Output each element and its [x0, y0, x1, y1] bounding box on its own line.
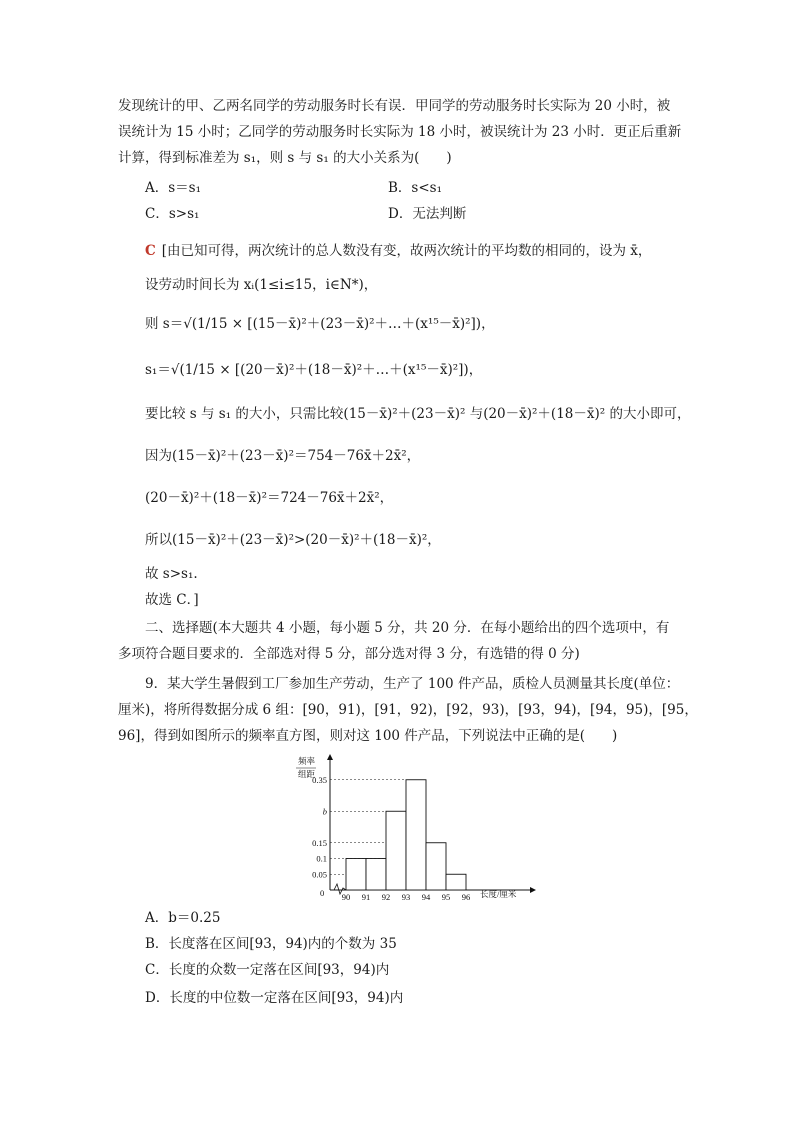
q8-option-a: A．s＝s₁: [145, 180, 202, 196]
q9-line-3: 96]，得到如图所示的频率直方图，则对这 100 件产品，下列说法中正确的是( ): [118, 728, 618, 744]
histogram-bar: [426, 843, 446, 890]
solution-line-6: 因为(15－x̄)²＋(23－x̄)²＝754－76x̄＋2x̄²，: [145, 448, 421, 464]
intro-line-3: 计算，得到标准差为 s₁，则 s 与 s₁ 的大小关系为( ): [118, 150, 452, 166]
q9-option-b: B．长度落在区间[93，94)内的个数为 35: [145, 936, 397, 952]
solution-line-1: [145, 241, 651, 261]
y-tick-label: 0.05: [312, 869, 327, 880]
solution-line-5: 要比较 s 与 s₁ 的大小，只需比较(15－x̄)²＋(23－x̄)² 与(20－x̄)²＋(18－x̄)² 的大小即可，: [145, 406, 691, 422]
intro-line-1: 发现统计的甲、乙两名同学的劳动服务时长有误．甲同学的劳动服务时长实际为 20 小时，被: [118, 98, 671, 114]
solution-line-9: 故 s>s₁.: [145, 566, 198, 582]
x-tick-label: 92: [381, 892, 391, 902]
x-tick-label: 91: [361, 892, 371, 902]
solution-line-2: 设劳动时间长为 xᵢ(1≤i≤15，i∈N*)，: [145, 277, 378, 293]
histogram-bar: [386, 811, 406, 890]
y-tick-label: 0.1: [316, 853, 327, 864]
y-tick-label: b: [322, 806, 327, 817]
solution-text-1: [由已知可得，两次统计的总人数没有变，故两次统计的平均数的相同的，设为 x̄，: [161, 243, 652, 259]
histogram-bar: [366, 859, 386, 891]
solution-line-3: 则 s＝√(1/15 × [(15－x̄)²＋(23－x̄)²＋…＋(x¹⁵－x̄)²])，: [145, 316, 495, 332]
q9-line-1: 9．某大学生暑假到工厂参加生产劳动，生产了 100 件产品，质检人员测量其长度(单位：: [145, 676, 680, 692]
answer-letter: C: [145, 243, 156, 259]
xlabel: 长度/厘米: [480, 889, 517, 899]
solution-line-8: 所以(15－x̄)²＋(23－x̄)²>(20－x̄)²＋(18－x̄)²，: [145, 532, 441, 548]
q9-option-a: A．b＝0.25: [145, 910, 221, 926]
q9-option-c: C．长度的众数一定落在区间[93，94)内: [145, 962, 390, 978]
q8-option-d: D．无法判断: [388, 206, 467, 222]
frequency-histogram: [290, 752, 540, 902]
y-axis-arrow: [327, 754, 333, 760]
intro-line-2: 误统计为 15 小时；乙同学的劳动服务时长实际为 18 小时，被误统计为 23 小时．更正后重新: [118, 124, 682, 140]
solution-line-4: s₁＝√(1/15 × [(20－x̄)²＋(18－x̄)²＋…＋(x¹⁵－x̄)²])，: [145, 362, 483, 378]
origin-label: 0: [320, 888, 325, 898]
x-axis-arrow: [530, 887, 536, 893]
y-tick-label: 0.35: [312, 774, 327, 785]
histogram-bar: [346, 859, 366, 891]
q9-option-d: D．长度的中位数一定落在区间[93，94)内: [145, 990, 404, 1006]
x-tick-label: 96: [461, 892, 471, 902]
x-tick-label: 93: [401, 892, 411, 902]
q8-option-b: B．s<s₁: [388, 180, 442, 196]
x-tick-label: 95: [441, 892, 451, 902]
ylabel-bottom: 组距: [298, 769, 316, 779]
section2-line-1: 二、选择题(本大题共 4 小题，每小题 5 分，共 20 分．在每小题给出的四个选项中，有: [145, 620, 670, 636]
section2-line-2: 多项符合题目要求的．全部选对得 5 分，部分选对得 3 分，有选错的得 0 分): [118, 646, 580, 662]
ylabel-top: 频率: [298, 756, 316, 766]
solution-line-10: 故选 C．]: [145, 592, 199, 608]
q8-option-c: C．s>s₁: [145, 206, 200, 222]
x-tick-label: 94: [421, 892, 431, 902]
x-tick-label: 90: [341, 892, 351, 902]
y-tick-label: 0.15: [312, 837, 327, 848]
q9-line-2: 厘米)，将所得数据分成 6 组：[90，91)，[91，92)，[92，93)，[93，94)，[94，95)，[95，: [118, 702, 698, 718]
histogram-bar: [406, 780, 426, 890]
solution-line-7: (20－x̄)²＋(18－x̄)²＝724－76x̄＋2x̄²，: [145, 490, 394, 506]
histogram-bar: [446, 874, 466, 890]
